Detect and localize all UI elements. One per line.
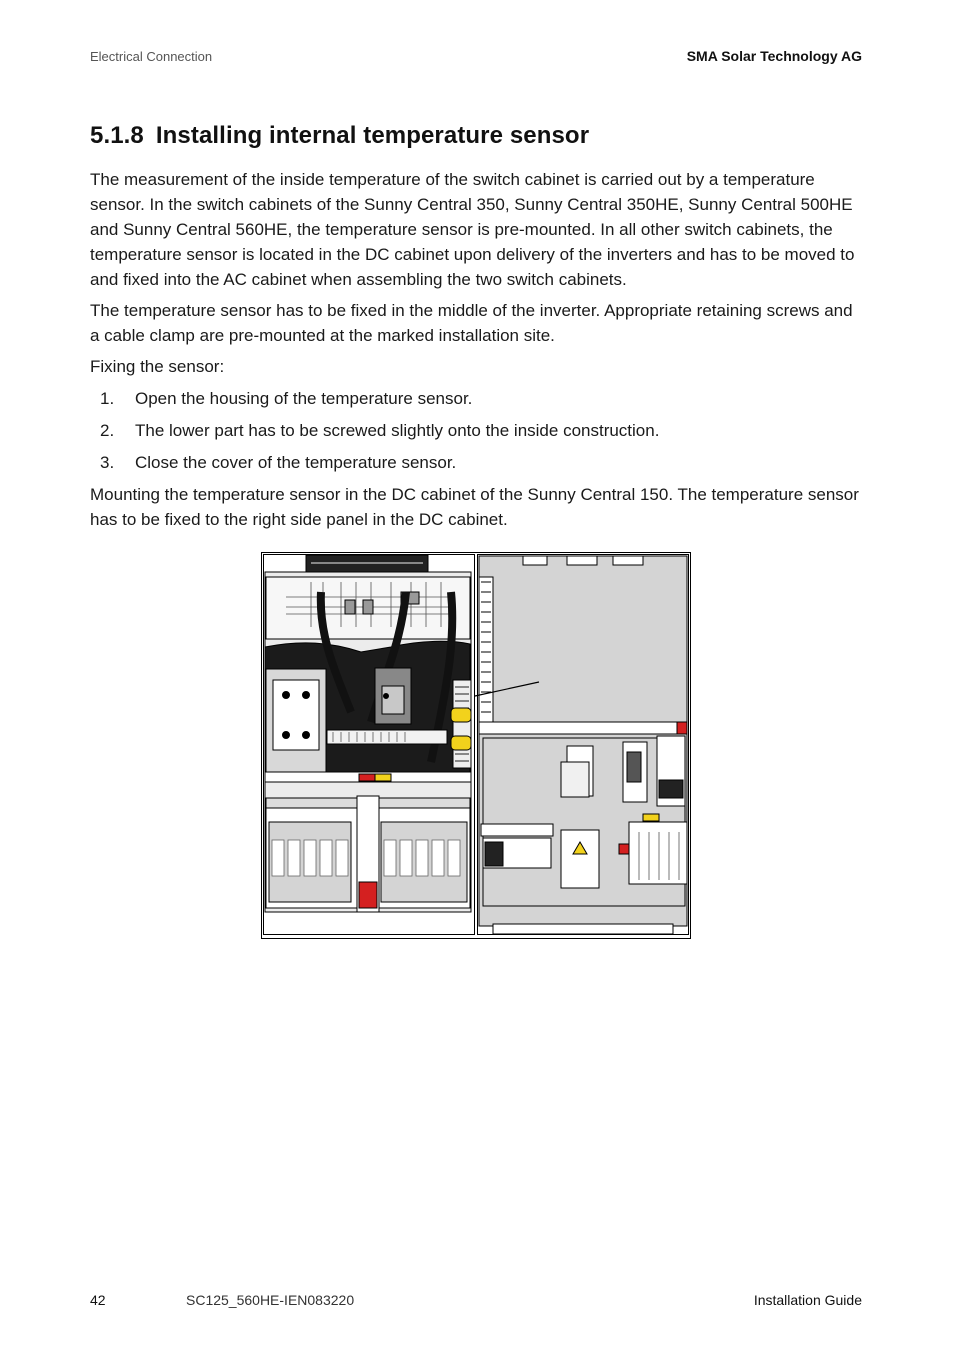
paragraph-mounting: Mounting the temperature sensor in the DC cabinet of the Sunny Central 150. The temperature sensor has to be fixed to the right side panel in the DC cabinet. (90, 485, 859, 529)
header-company: SMA Solar Technology AG (686, 48, 862, 64)
list-item (90, 450, 865, 482)
document-id: SC125_560HE-IEN083220 (186, 1292, 355, 1308)
list-item (90, 386, 865, 418)
steps-list (90, 386, 865, 482)
step-number: 3. (100, 453, 115, 472)
paragraph-intro: The measurement of the inside temperature of the switch cabinet is carried out by a temperature sensor. In the switch cabinets of the Sunny Central 350, Sunny Central 350HE, Sunny Central 500HE and Sunny Central 560HE, the temperature sensor is pre-mounted. In all other switch cabinets, the temperature sensor is located in the DC cabinet upon delivery of the inverters and has to be moved to and fixed into the AC cabinet when assembling the two switch cabinets. (90, 170, 855, 289)
section-number: 5.1.8 (90, 122, 144, 149)
step-text: The lower part has to be screwed slightly onto the inside construction. (135, 421, 660, 440)
cabinet-illustration (261, 552, 691, 939)
page-title (90, 122, 589, 150)
paragraph-location: The temperature sensor has to be fixed in the middle of the inverter. Appropriate retaining screws and a cable clamp are pre-mounted at the marked installation site. (90, 301, 853, 345)
dc-cabinet-drawing (475, 555, 689, 935)
list-item (90, 418, 865, 450)
step-number: 2. (100, 421, 115, 440)
ac-cabinet-drawing (264, 555, 475, 935)
paragraph-fixing-label: Fixing the sensor: (90, 357, 225, 376)
section-title: Installing internal temperature sensor (155, 122, 590, 149)
page-number: 42 (90, 1292, 106, 1308)
header-section: Electrical Connection (90, 49, 213, 64)
step-text: Open the housing of the temperature sensor. (135, 389, 473, 408)
document-type: Installation Guide (753, 1292, 862, 1308)
step-number: 1. (100, 389, 115, 408)
step-text: Close the cover of the temperature sensor. (135, 453, 457, 472)
